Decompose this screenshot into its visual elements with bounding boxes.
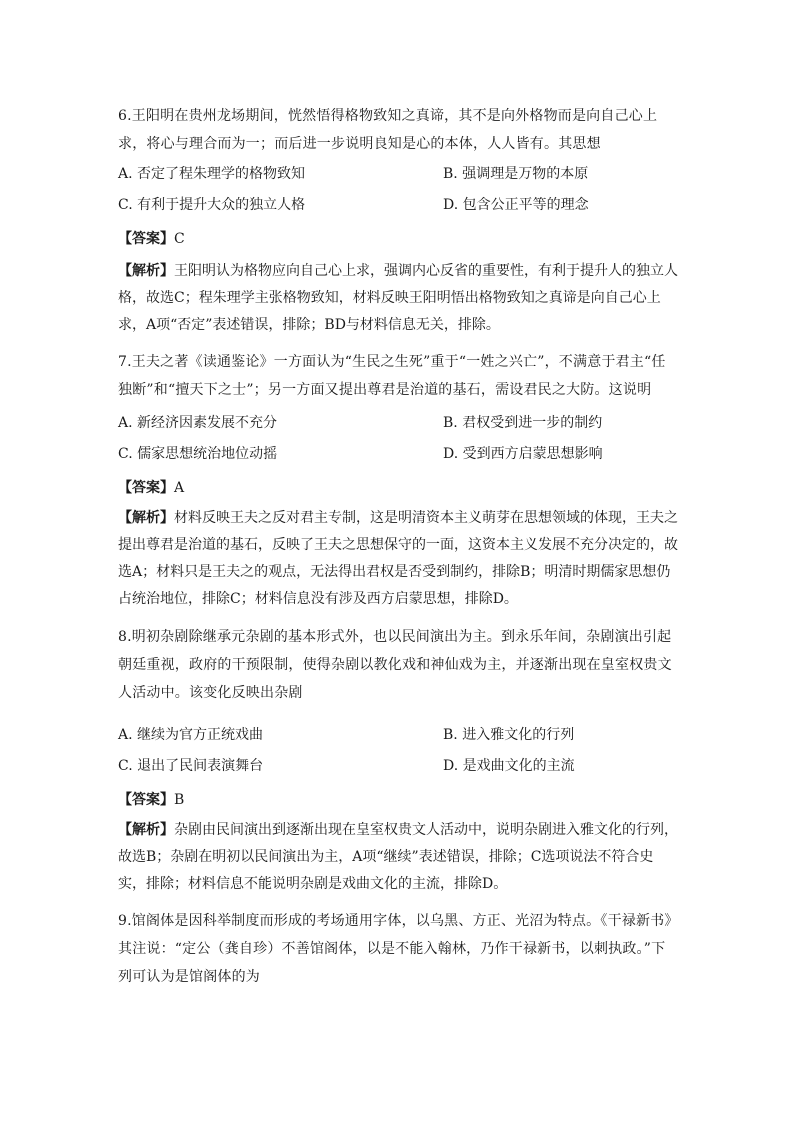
answer-label: 【答案】 xyxy=(118,480,174,496)
question-number: 9. xyxy=(118,913,132,929)
option-b: B. 强调理是万物的本原 xyxy=(443,166,589,182)
option-b: B. 进入雅文化的行列 xyxy=(443,727,575,743)
question-7-answer xyxy=(118,474,184,502)
option-c: C. 儒家思想统治地位动摇 xyxy=(118,446,278,462)
option-d: D. 是戏曲文化的主流 xyxy=(443,758,575,774)
question-8-options xyxy=(118,720,678,782)
option-a: A. 否定了程朱理学的格物致知 xyxy=(118,166,306,182)
question-9-stem xyxy=(118,907,678,991)
question-6-analysis xyxy=(118,258,678,339)
question-number: 7. xyxy=(118,354,132,370)
question-text: 王夫之著《读通鉴论》一方面认为“生民之生死”重于“一姓之兴亡”，不满意于君主“任独断”和“擅天下之士”；另一方面又提出尊君是治道的基石，需设君民之大防。这说明 xyxy=(118,354,666,398)
question-text: 王阳明在贵州龙场期间，恍然悟得格物致知之真谛，其不是向外格物而是向自己心上求，将心与理合而为一；而后进一步说明良知是心的本体，人人皆有。其思想 xyxy=(118,108,658,152)
option-d: D. 包含公正平等的理念 xyxy=(443,197,589,213)
question-7-analysis xyxy=(118,505,678,613)
answer-value: C xyxy=(174,231,185,247)
answer-value: A xyxy=(174,480,185,496)
option-d: D. 受到西方启蒙思想影响 xyxy=(443,446,603,462)
option-c: C. 退出了民间表演舞台 xyxy=(118,758,264,774)
question-text: 明初杂剧除继承元杂剧的基本形式外，也以民间演出为主。到永乐年间，杂剧演出引起朝廷重视，政府的干预限制，使得杂剧以教化戏和神仙戏为主，并逐渐出现在皇室权贵文人活动中。该变化反映出杂剧 xyxy=(118,629,672,701)
question-7-options xyxy=(118,408,678,470)
question-7-stem xyxy=(118,348,678,404)
analysis-text: 王阳明认为格物应向自己心上求，强调内心反省的重要性，有利于提升人的独立人格，故选C；程朱理学主张格物致知，材料反映王阳明悟出格物致知之真谛是向自己心上求，A项“否定”表述错误，排除；BD与材料信息无关，排除。 xyxy=(118,263,678,333)
question-8-analysis xyxy=(118,817,678,898)
question-number: 6. xyxy=(118,108,132,124)
option-b: B. 君权受到进一步的制约 xyxy=(443,415,603,431)
analysis-label: 【解析】 xyxy=(118,822,174,838)
question-number: 8. xyxy=(118,629,132,645)
option-a: A. 新经济因素发展不充分 xyxy=(118,415,278,431)
question-text: 馆阁体是因科举制度而形成的考场通用字体，以乌黑、方正、光沼为特点。《干禄新书》其注说：“定公（龚自珍）不善馆阁体，以是不能入翰林，乃作干禄新书，以刺执政。”下列可认为是馆阁体的为 xyxy=(118,913,672,985)
question-8-stem xyxy=(118,623,678,707)
analysis-text: 材料反映王夫之反对君主专制，这是明清资本主义萌芽在思想领域的体现，王夫之提出尊君是治道的基石，反映了王夫之思想保守的一面，这资本主义发展不充分决定的，故选A；材料只是王夫之的观点，无法得出君权是否受到制约，排除B；明清时期儒家思想仍占统治地位，排除C；材料信息没有涉及西方启蒙思想，排除D。 xyxy=(118,510,678,607)
analysis-label: 【解析】 xyxy=(118,263,174,279)
analysis-text: 杂剧由民间演出到逐渐出现在皇室权贵文人活动中，说明杂剧进入雅文化的行列，故选B；杂剧在明初以民间演出为主，A项“继续”表述错误，排除；C选项说法不符合史实，排除；材料信息不能说明杂剧是戏曲文化的主流，排除D。 xyxy=(118,822,678,892)
question-6-options xyxy=(118,159,678,221)
answer-label: 【答案】 xyxy=(118,792,174,808)
option-a: A. 继续为官方正统戏曲 xyxy=(118,727,264,743)
answer-value: B xyxy=(174,792,185,808)
answer-label: 【答案】 xyxy=(118,231,174,247)
question-6-answer xyxy=(118,225,185,253)
analysis-label: 【解析】 xyxy=(118,510,174,526)
option-c: C. 有利于提升大众的独立人格 xyxy=(118,197,306,213)
question-6-stem xyxy=(118,102,678,158)
question-8-answer xyxy=(118,786,184,814)
